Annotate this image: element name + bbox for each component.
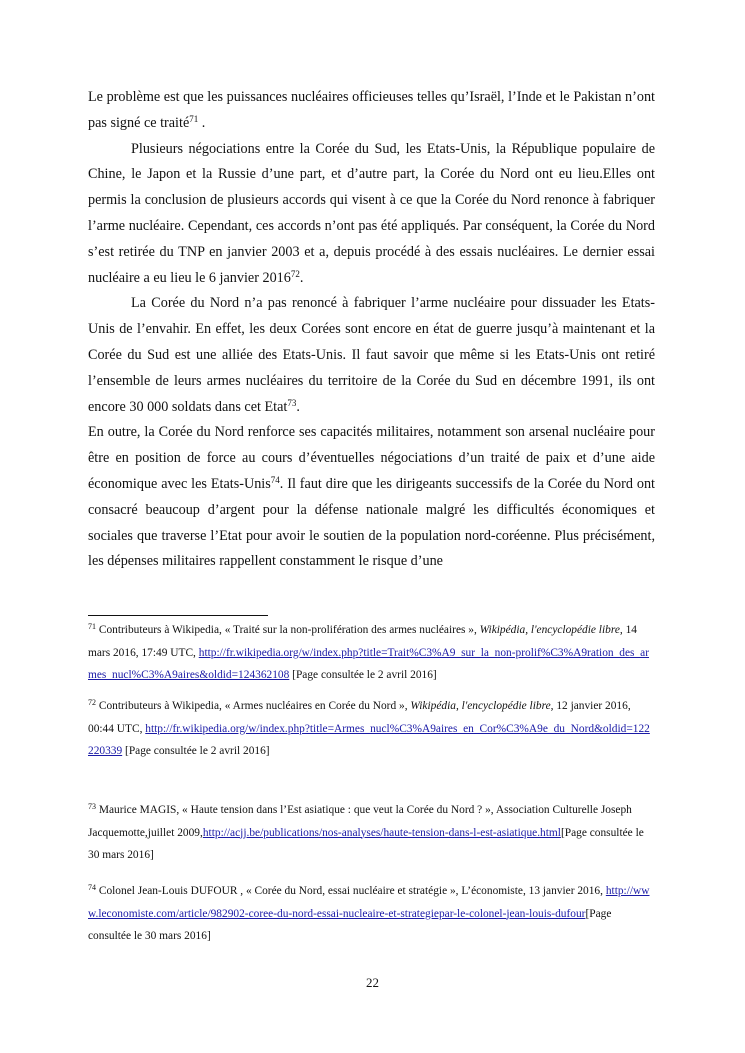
paragraph: La Corée du Nord n’a pas renoncé à fabriquer l’arme nucléaire pour dissuader les Etats-Unis de l’envahir. En effet, les deux Corées sont encore en état de guerre jusqu’à maintenant et la Corée du Sud est une alliée des Etats-Unis. Il faut savoir que même si les Etats-Unis ont retiré l’ensemble de leurs armes nucléaires du territoire de la Corée du Sud en décembre 1991, ils ont encore 30 000 soldats dans cet Etat$^{73}$. [88, 295, 655, 415]
page-number: 22 [366, 975, 379, 990]
paragraph: En outre, la Corée du Nord renforce ses capacités militaires, notamment son arsenal nucléaire pour être en position de force au cours d’éventuelles négociations d’un traité de paix et d’une aide économique avec les Etats-Unis$^{74}$. Il faut dire que les dirigeants successifs de la Corée du Nord ont consacré beaucoup d’argent pour la défense nationale malgré les difficultés économiques et sociales que traverse l’Etat pour avoir le soutien de la population nord-coréenne. Plus précisément, les dépenses militaires rappellent constamment le risque d’une [88, 424, 655, 570]
footnote-73: $^{73}$ Maurice MAGIS, « Haute tension dans l’Est asiatique : que veut la Corée du Nord ? », Association Culturelle Joseph Jacquemotte,juillet 2009,http://acjj.be/publications/nos-analyses/haute-tension-dans-l-est-asiatique.html[Page consultée le 30 mars 2016] [88, 802, 644, 861]
footnote-link[interactable]: http://fr.wikipedia.org/w/index.php?title=Trait%C3%A9_sur_la_non-prolif%C3%A9ration_des_armes_nucl%C3%A9aires&oldid=124362108 [88, 646, 650, 681]
paragraph: Le problème est que les puissances nucléaires officieuses telles qu’Israël, l’Inde et le Pakistan n’ont pas signé ce traité$^{71}$ . [88, 89, 655, 131]
footnote-72: $^{72}$ Contributeurs à Wikipedia, « Armes nucléaires en Corée du Nord », Wikipédia, l'encyclopédie libre, 12 janvier 2016, 00:44 UTC, http://fr.wikipedia.org/w/index.php?title=Armes_nucl%C3%A9aires_en_Cor%C3%A9e_du_Nord&oldid=122220339 [Page consultée le 2 avril 2016] [88, 698, 650, 757]
footnote-ref-72[interactable]: 72 [290, 268, 300, 279]
paragraph: Plusieurs négociations entre la Corée du Sud, les Etats-Unis, la République populaire de Chine, le Japon et la Russie d’une part, et d’autre part, la Corée du Nord ont eu lieu.Elles ont permis la conclusion de plusieurs accords qui visent à ce que la Corée du Nord renonce à fabriquer l’arme nucléaire. Cependant, ces accords n’ont pas été appliqués. Par conséquent, la Corée du Nord s’est retirée du TNP en janvier 2003 et a, depuis procédé à des essais nucléaires. Le dernier essai nucléaire a eu lieu le 6 janvier 2016$^{72}$. [88, 140, 655, 286]
footnote-74: $^{74}$ Colonel Jean-Louis DUFOUR , « Corée du Nord, essai nucléaire et stratégie », L’économiste, 13 janvier 2016, http://www.leconomiste.com/article/982902-coree-du-nord-essai-nucleaire-et-strategiepar-le-colonel-jean-louis-dufour[Page consultée le 30 mars 2016] [88, 883, 650, 942]
footnote-link[interactable]: http://www.leconomiste.com/article/982902-coree-du-nord-essai-nucleaire-et-strategiepar-le-colonel-jean-louis-dufour [88, 885, 650, 920]
footnote-link[interactable]: http://acjj.be/publications/nos-analyses/haute-tension-dans-l-est-asiatique.html [202, 826, 561, 839]
body-text [88, 85, 655, 575]
footnote-separator [88, 615, 268, 616]
footnote-link[interactable]: http://fr.wikipedia.org/w/index.php?title=Armes_nucl%C3%A9aires_en_Cor%C3%A9e_du_Nord&oldid=122220339 [88, 722, 650, 757]
footnote-ref-74[interactable]: 74 [270, 474, 280, 485]
footnote-ref-73[interactable]: 73 [287, 397, 297, 408]
footnote-ref-71[interactable]: 71 [189, 113, 199, 124]
footnote-71: $^{71}$ Contributeurs à Wikipedia, « Traité sur la non-prolifération des armes nucléaires », Wikipédia, l'encyclopédie libre, 14 mars 2016, 17:49 UTC, http://fr.wikipedia.org/w/index.php?title=Trait%C3%A9_sur_la_non-prolif%C3%A9ration_des_armes_nucl%C3%A9aires&oldid=124362108 [Page consultée le 2 avril 2016] [88, 622, 650, 681]
